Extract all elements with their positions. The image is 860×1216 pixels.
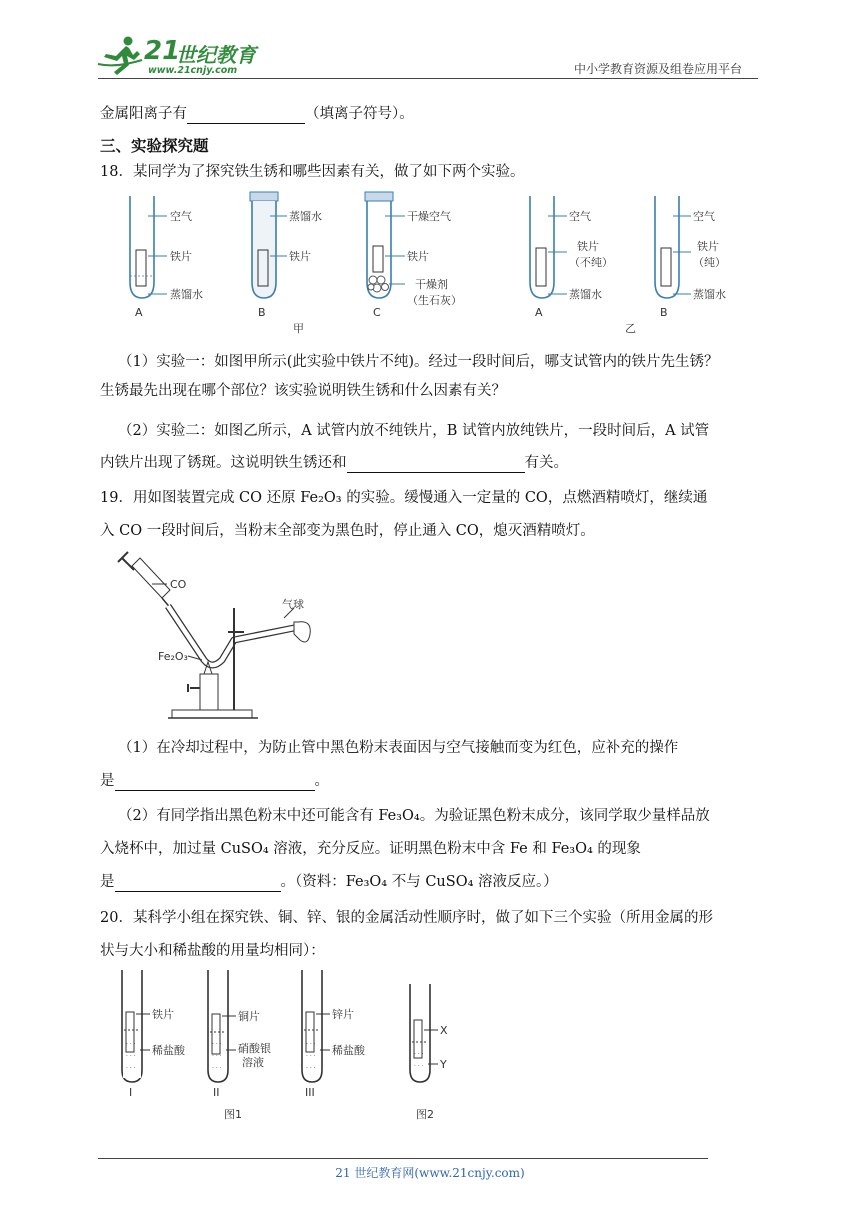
logo-number: 21 xyxy=(144,36,181,66)
q20-figure xyxy=(112,966,492,1126)
tube-a-yi-label-impure: （不纯） xyxy=(569,256,613,269)
tube-i-label-acid: 稀盐酸 xyxy=(152,1044,185,1057)
tube-ii-label-copper: 铜片 xyxy=(238,1010,260,1023)
tube-b-yi-letter: B xyxy=(660,306,668,319)
fig2-caption: 图2 xyxy=(416,1108,434,1121)
tube-b-yi-label-water: 蒸馏水 xyxy=(693,288,726,301)
logo-url: www.21cnjy.com xyxy=(148,65,238,76)
tube-a-label-air: 空气 xyxy=(170,210,192,223)
tube-ii-label-silver-nitrate: 硝酸银 xyxy=(238,1042,271,1055)
answer-blank xyxy=(115,774,315,791)
svg-text:· · ·: · · · xyxy=(414,1063,424,1070)
tube-a-label-iron: 铁片 xyxy=(170,250,192,263)
q18-p2-line1: （2）实验二：如图乙所示，A 试管内放不纯铁片，B 试管内放纯铁片，一段时间后，A 试管 xyxy=(118,423,710,439)
q19-p1-after: 。 xyxy=(314,773,329,789)
tube-c-label-desiccant: 干燥剂 xyxy=(415,278,448,291)
tube-c-letter: C xyxy=(373,306,381,319)
svg-text:· · ·: · · · xyxy=(306,1053,316,1060)
svg-text:· · ·: · · · xyxy=(306,1041,316,1048)
q18-p1-line2: 生锈最先出现在哪个部位？该实验说明铁生锈和什么因素有关？ xyxy=(100,383,506,399)
svg-text:· · ·: · · · xyxy=(414,1051,424,1058)
q19-line1: 19．用如图装置完成 CO 还原 Fe₂O₃ 的实验。缓慢通入一定量的 CO，点燃酒精喷灯，继续通 xyxy=(100,490,708,506)
footer-rule xyxy=(98,1158,708,1159)
group-label-yi: 乙 xyxy=(625,322,636,335)
tube-b-yi xyxy=(655,196,726,319)
tube-a-yi xyxy=(530,196,613,319)
tube-iii-label-acid: 稀盐酸 xyxy=(332,1044,365,1057)
header-right-text: 中小学教育资源及组卷应用平台 xyxy=(574,62,743,76)
svg-text:· · ·: · · · xyxy=(212,1041,222,1048)
fig2-label-y: Y xyxy=(440,1058,447,1071)
top-line-before: 金属阳离子有 xyxy=(100,106,187,122)
tube-i xyxy=(122,970,186,1099)
tube-c-label-quicklime: （生石灰） xyxy=(407,294,462,307)
label-fe2o3: Fe₂O₃ xyxy=(158,650,188,663)
header-logo xyxy=(96,34,266,78)
top-line xyxy=(100,104,414,124)
svg-text:· · ·: · · · xyxy=(126,1065,136,1072)
svg-text:· · ·: · · · xyxy=(212,1065,222,1072)
label-balloon: 气球 xyxy=(282,598,304,611)
tube-b-yi-label-air: 空气 xyxy=(693,210,715,223)
q19-line2: 入 CO 一段时间后，当粉末全部变为黑色时，停止通入 CO，熄灭酒精喷灯。 xyxy=(100,523,595,539)
tube-fig2 xyxy=(410,984,448,1082)
q19-p2-line2: 入烧杯中，加过量 CuSO₄ 溶液，充分反应。证明黑色粉末中含 Fe 和 Fe₃O₄ 的现象 xyxy=(100,841,641,857)
q18-p1-line1: （1）实验一：如图甲所示(此实验中铁片不纯)。经过一段时间后，哪支试管内的铁片先生锈？ xyxy=(118,354,719,370)
q18-stem: 18．某同学为了探究铁生锈和哪些因素有关，做了如下两个实验。 xyxy=(100,164,525,180)
svg-text:· · ·: · · · xyxy=(212,1053,222,1060)
tube-iii xyxy=(302,970,366,1099)
tube-c-label-dry-air: 干燥空气 xyxy=(407,210,451,223)
tube-a-yi-label-iron: 铁片 xyxy=(577,240,599,253)
tube-b-letter: B xyxy=(258,306,266,319)
label-co: CO xyxy=(170,578,187,591)
tube-a-jia xyxy=(130,196,203,319)
tube-c-jia xyxy=(365,192,462,319)
q19-p2-before: 是 xyxy=(100,874,115,890)
tube-b-label-iron: 铁片 xyxy=(289,250,311,263)
top-line-after: （填离子符号）。 xyxy=(305,106,414,122)
fig1-caption: 图1 xyxy=(224,1108,242,1121)
answer-blank xyxy=(347,456,525,473)
tube-a-yi-label-water: 蒸馏水 xyxy=(569,288,602,301)
svg-text:· · ·: · · · xyxy=(126,1041,136,1048)
q18-p2-line2 xyxy=(100,453,568,473)
tube-b-yi-label-pure: （纯） xyxy=(693,256,726,269)
tube-iii-label-zinc: 锌片 xyxy=(332,1008,354,1021)
q19-p1-before: 是 xyxy=(100,773,115,789)
tube-ii xyxy=(208,970,271,1099)
tube-i-label-iron: 铁片 xyxy=(152,1008,174,1021)
runner-logo-icon xyxy=(96,34,146,76)
q20-line2: 状与大小和稀盐酸的用量均相同）： xyxy=(100,943,325,959)
q19-p1-line2 xyxy=(100,771,329,791)
tube-ii-roman: II xyxy=(213,1086,220,1099)
tube-i-roman: I xyxy=(129,1086,133,1099)
tube-a-letter: A xyxy=(135,306,143,319)
section-title: 三、实验探究题 xyxy=(100,137,209,155)
footer-text: 21 世纪教育网(www.21cnjy.com) xyxy=(335,1166,525,1180)
q18-p2-before: 内铁片出现了锈斑。这说明铁生锈还和 xyxy=(100,455,347,471)
tube-b-jia xyxy=(250,192,322,319)
answer-blank xyxy=(187,107,305,124)
q19-p2-line1: （2）有同学指出黑色粉末中还可能含有 Fe₃O₄。为验证黑色粉末成分，该同学取少量样品放 xyxy=(118,808,710,824)
logo-cn: 世纪教育 xyxy=(176,43,256,67)
tube-a-yi-label-air: 空气 xyxy=(569,210,591,223)
tube-c-label-iron: 铁片 xyxy=(407,250,429,263)
q18-p2-after: 有关。 xyxy=(524,455,568,471)
group-label-jia: 甲 xyxy=(293,322,304,335)
tube-b-yi-label-iron: 铁片 xyxy=(697,240,719,253)
tube-a-label-water: 蒸馏水 xyxy=(170,288,203,301)
answer-blank xyxy=(115,875,281,892)
fig2-label-x: X xyxy=(440,1024,448,1037)
q20-line1: 20．某科学小组在探究铁、铜、锌、银的金属活动性顺序时，做了如下三个实验（所用金属的形 xyxy=(100,910,713,926)
q18-figure xyxy=(115,190,755,338)
q19-p2-after: 。（资料：Fe₃O₄ 不与 CuSO₄ 溶液反应。） xyxy=(280,874,558,890)
q19-p2-line3 xyxy=(100,872,558,892)
svg-text:· · ·: · · · xyxy=(306,1065,316,1072)
tube-ii-label-solution: 溶液 xyxy=(242,1056,264,1069)
svg-text:· · ·: · · · xyxy=(126,1053,136,1060)
syringe-icon xyxy=(118,552,172,610)
tube-iii-roman: III xyxy=(305,1086,315,1099)
q19-figure xyxy=(112,548,342,728)
tube-a-yi-letter: A xyxy=(535,306,543,319)
header-rule xyxy=(98,78,758,79)
q19-p1-line1: （1）在冷却过程中，为防止管中黑色粉末表面因与空气接触而变为红色，应补充的操作 xyxy=(118,740,679,756)
tube-b-label-water: 蒸馏水 xyxy=(289,210,322,223)
